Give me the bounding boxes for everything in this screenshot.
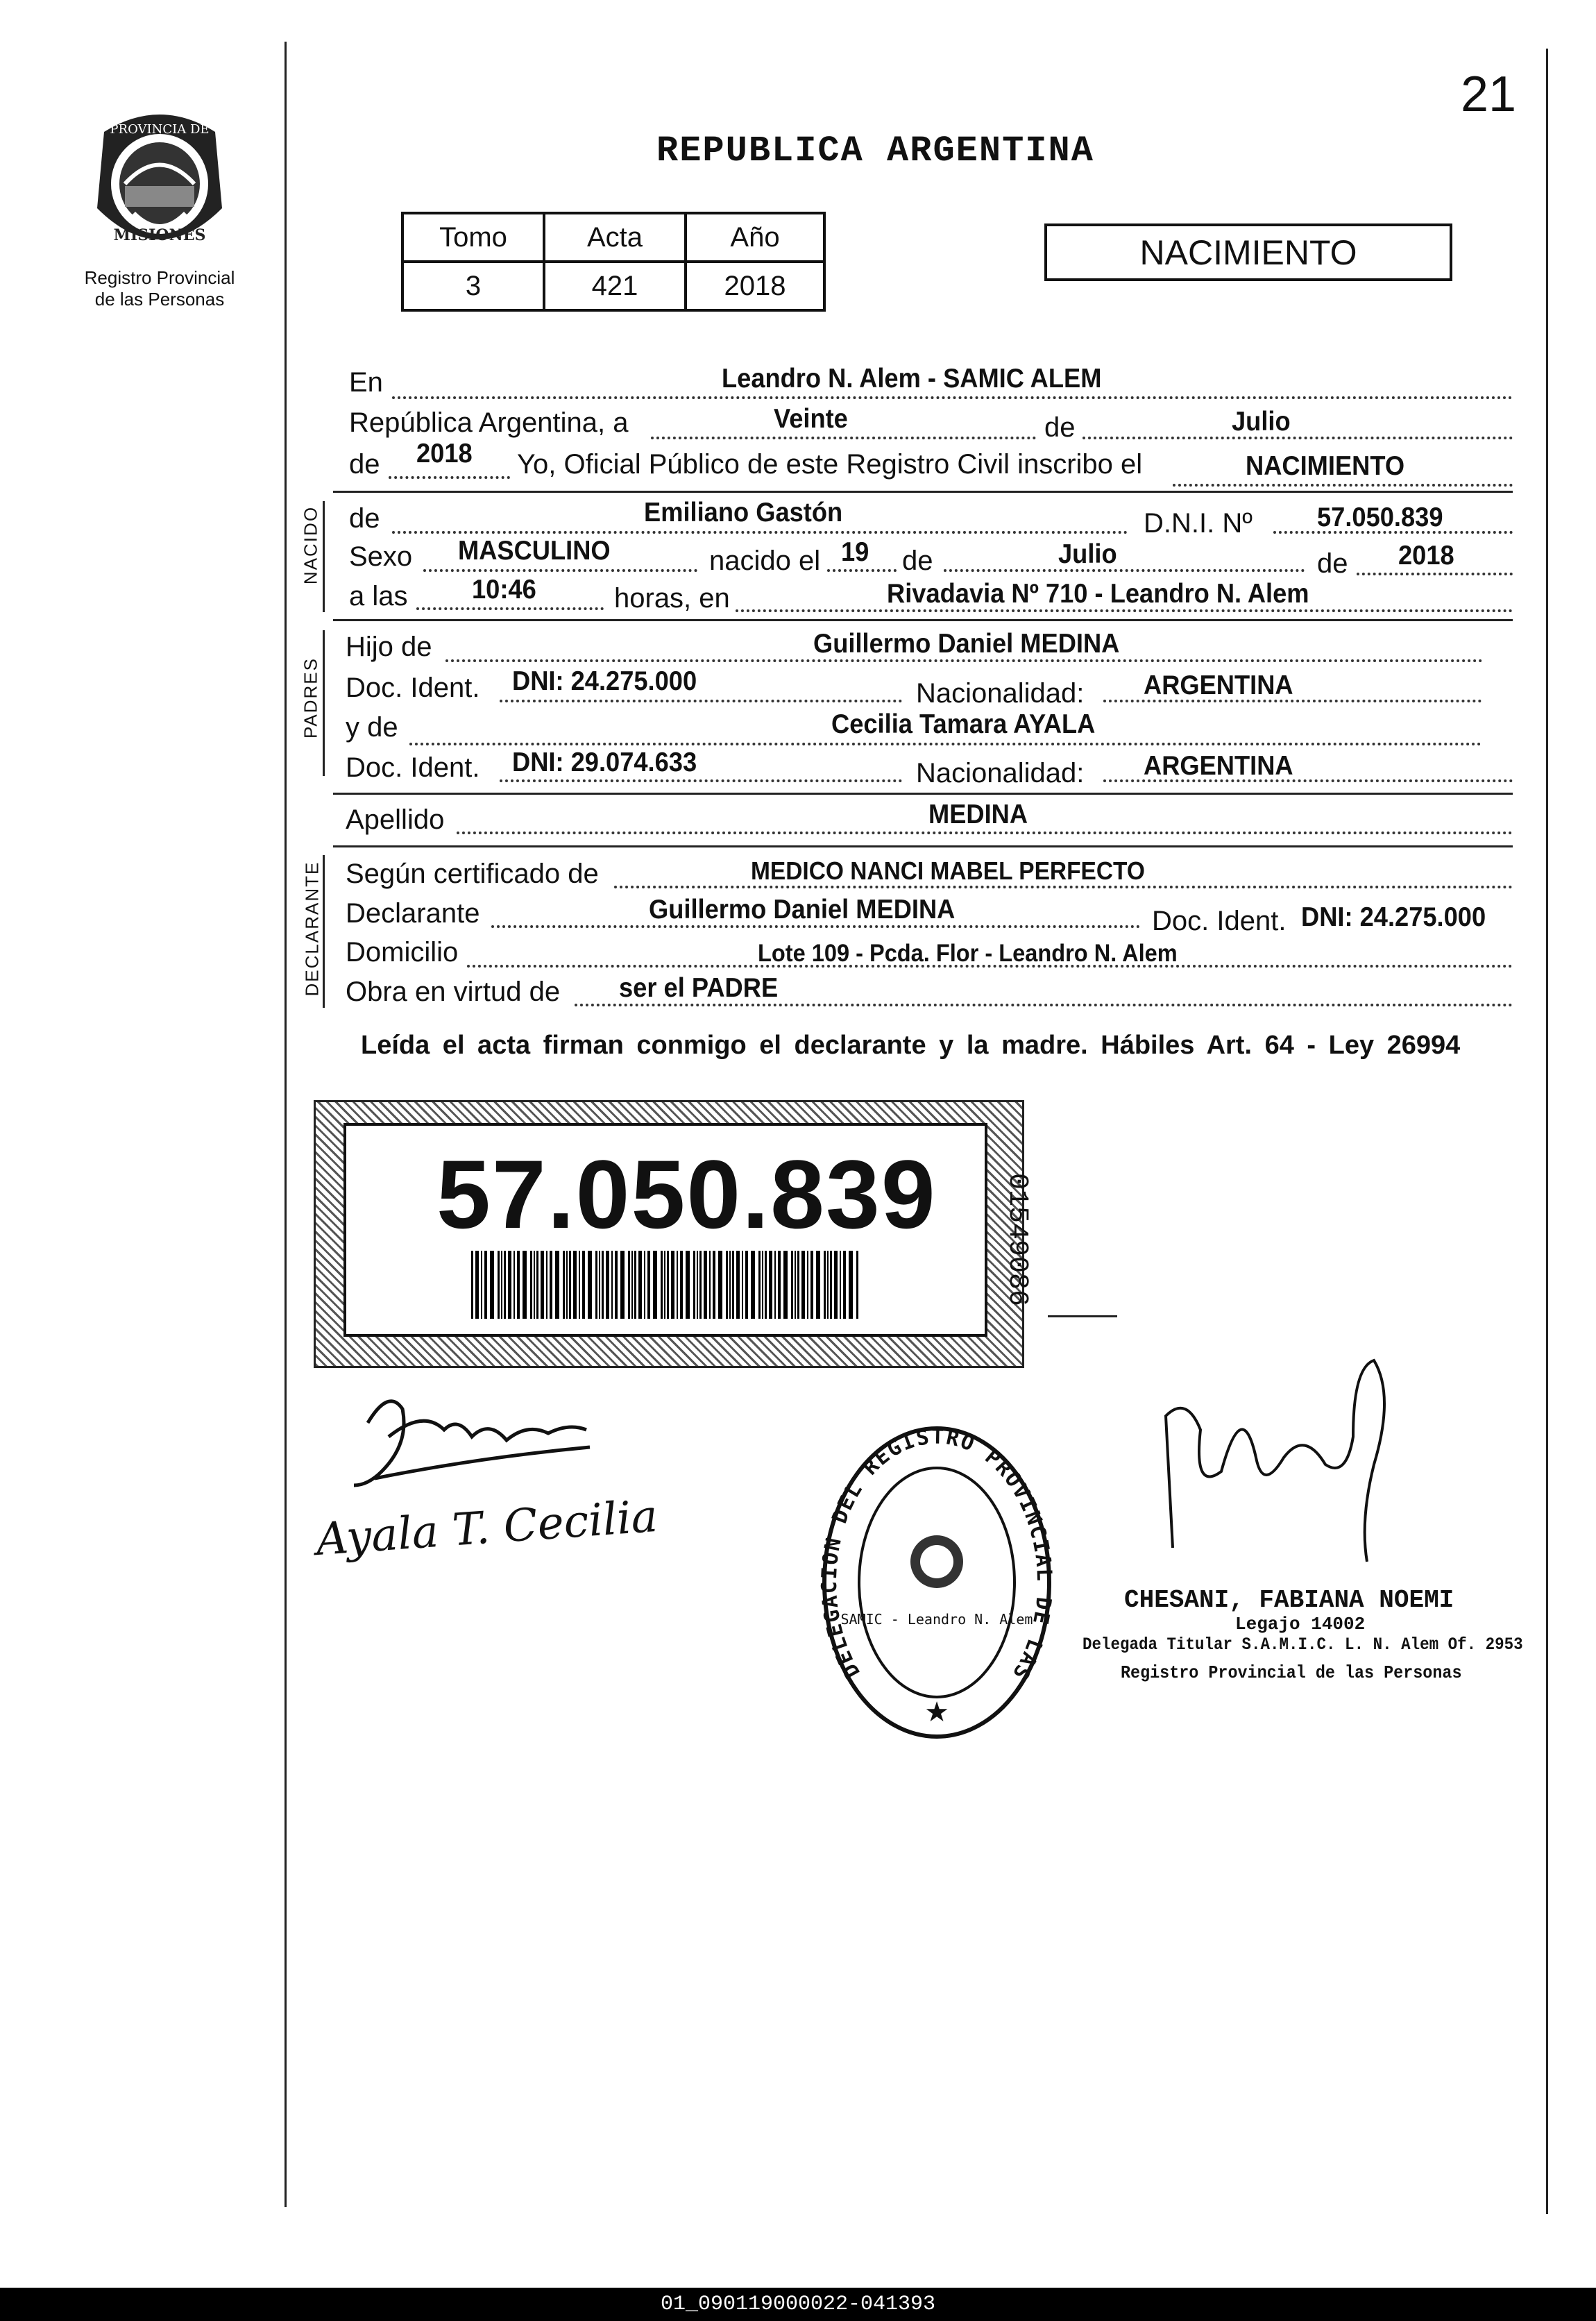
dotted-line xyxy=(651,437,1036,439)
barcode-bar xyxy=(628,1251,630,1319)
acta-header: Acta xyxy=(544,213,686,262)
tomo-header: Tomo xyxy=(402,213,544,262)
barcode-bar xyxy=(762,1251,763,1319)
madre-value: Cecilia Tamara AYALA xyxy=(831,709,1096,739)
barcode-bar xyxy=(588,1251,592,1319)
padre-nac: ARGENTINA xyxy=(1144,670,1293,700)
barcode-bar xyxy=(713,1251,715,1319)
dotted-line xyxy=(409,743,1482,745)
dotted-line xyxy=(423,569,697,572)
nacido-bracket xyxy=(323,501,325,612)
sexo-value: MASCULINO xyxy=(458,536,611,566)
barcode-bar xyxy=(471,1251,473,1319)
side-label-padres: PADRES xyxy=(300,657,321,738)
horas-en-label: horas, en xyxy=(614,583,730,614)
logo-arc-bottom: MISIONES xyxy=(113,226,206,244)
padre-value: Guillermo Daniel MEDINA xyxy=(813,629,1120,659)
barcode-bar xyxy=(810,1251,813,1319)
dotted-line xyxy=(416,607,604,610)
barcode-bar xyxy=(555,1251,559,1319)
seal-inner-text: SAMIC - Leandro N. Alem xyxy=(840,1611,1033,1628)
dotted-line xyxy=(827,569,897,572)
barcode-bar xyxy=(582,1251,585,1319)
dotted-line xyxy=(392,531,1128,534)
barcode xyxy=(471,1251,860,1319)
footer-bar xyxy=(0,2288,1596,2321)
side-label-nacido: NACIDO xyxy=(300,505,321,585)
official-legajo: Legajo 14002 xyxy=(1235,1614,1366,1635)
dotted-line xyxy=(944,569,1305,572)
barcode-bar xyxy=(856,1251,858,1319)
certificado-value: MEDICO NANCI MABEL PERFECTO xyxy=(751,856,1145,885)
official-name: CHESANI, FABIANA NOEMI xyxy=(1124,1586,1454,1614)
nacionalidad-label-2: Nacionalidad: xyxy=(916,758,1085,788)
barcode-bar xyxy=(534,1251,535,1319)
barcode-bar xyxy=(513,1251,515,1319)
apellido-value: MEDINA xyxy=(928,800,1028,829)
separator xyxy=(333,793,1513,795)
document-title: REPUBLICA ARGENTINA xyxy=(656,130,1094,171)
father-signature xyxy=(340,1381,604,1499)
dotted-line xyxy=(1357,573,1513,575)
barcode-bar xyxy=(530,1251,532,1319)
id-number: 57.050.839 xyxy=(436,1140,937,1249)
barcode-bar xyxy=(517,1251,520,1319)
barcode-bar xyxy=(742,1251,743,1319)
inscribo-label: Yo, Oficial Público de este Registro Civil inscribo el xyxy=(517,449,1143,480)
side-label-declarante: DECLARANTE xyxy=(301,861,323,997)
separator xyxy=(333,619,1513,621)
dotted-line xyxy=(1083,437,1513,439)
padres-bracket xyxy=(323,630,325,776)
nombre-value: Emiliano Gastón xyxy=(644,498,843,528)
provincial-logo xyxy=(83,104,236,264)
record-type: NACIMIENTO xyxy=(1139,233,1357,272)
barcode-bar xyxy=(661,1251,663,1319)
nacido-el-label: nacido el xyxy=(709,546,821,576)
barcode-bar xyxy=(546,1251,547,1319)
en-label: En xyxy=(349,367,383,398)
barcode-bar xyxy=(830,1251,832,1319)
barcode-bar xyxy=(620,1251,625,1319)
lugar-value: Rivadavia Nº 710 - Leandro N. Alem xyxy=(887,579,1309,609)
madre-nac: ARGENTINA xyxy=(1144,751,1293,781)
logo-caption-line1: Registro Provincial xyxy=(84,267,235,288)
nacionalidad-label: Nacionalidad: xyxy=(916,678,1085,709)
barcode-bar xyxy=(504,1251,506,1319)
barcode-bar xyxy=(634,1251,636,1319)
barcode-bar xyxy=(631,1251,633,1319)
barcode-bar xyxy=(729,1251,731,1319)
barcode-bar xyxy=(840,1251,841,1319)
birth-day: 19 xyxy=(841,537,869,567)
barcode-bar xyxy=(791,1251,793,1319)
barcode-bar xyxy=(765,1251,767,1319)
doc-ident-label-2: Doc. Ident. xyxy=(346,752,480,783)
barcode-bar xyxy=(745,1251,748,1319)
barcode-bar xyxy=(501,1251,502,1319)
hijo-label: Hijo de xyxy=(346,632,432,662)
barcode-bar xyxy=(484,1251,487,1319)
barcode-bar xyxy=(566,1251,568,1319)
vertical-code-underline xyxy=(1048,1315,1117,1317)
barcode-bar xyxy=(595,1251,597,1319)
obra-label: Obra en virtud de xyxy=(346,977,561,1007)
barcode-bar xyxy=(751,1251,755,1319)
dotted-line xyxy=(500,700,902,702)
barcode-bar xyxy=(680,1251,683,1319)
barcode-bar xyxy=(795,1251,796,1319)
barcode-bar xyxy=(579,1251,580,1319)
barcode-bar xyxy=(569,1251,571,1319)
madre-doc: DNI: 29.074.633 xyxy=(512,748,697,777)
barcode-bar xyxy=(653,1251,657,1319)
acta-value: 421 xyxy=(544,262,686,310)
dni-label: D.N.I. Nº xyxy=(1144,508,1253,539)
birth-de2-label: de xyxy=(1317,548,1348,579)
birth-month: Julio xyxy=(1058,539,1117,569)
en-value: Leandro N. Alem - SAMIC ALEM xyxy=(722,364,1102,394)
barcode-bar xyxy=(647,1251,650,1319)
barcode-bar xyxy=(602,1251,604,1319)
certificado-label: Según certificado de xyxy=(346,859,599,889)
barcode-bar xyxy=(704,1251,707,1319)
barcode-bar xyxy=(797,1251,799,1319)
record-table xyxy=(401,212,826,312)
registry-seal xyxy=(819,1423,1055,1742)
tomo-value: 3 xyxy=(402,262,544,310)
obra-value: ser el PADRE xyxy=(619,973,779,1003)
sexo-label: Sexo xyxy=(349,541,413,572)
apellido-label: Apellido xyxy=(346,804,445,835)
seal-arc-text: DELEGACION DEL REGISTRO PROVINCIAL DE LAS xyxy=(819,1424,1055,1685)
barcode-bar xyxy=(816,1251,820,1319)
barcode-bar xyxy=(638,1251,642,1319)
barcode-bar xyxy=(498,1251,500,1319)
barcode-bar xyxy=(671,1251,674,1319)
vertical-code: 01549086 xyxy=(1001,1173,1033,1307)
barcode-bar xyxy=(541,1251,544,1319)
right-margin-line xyxy=(1546,49,1548,2214)
year-prefix: de xyxy=(349,449,380,480)
legal-text: Leída el acta firman conmigo el declarante y la madre. Hábiles Art. 64 - Ley 26994 xyxy=(361,1031,1461,1060)
barcode-bar xyxy=(667,1251,669,1319)
separator xyxy=(333,491,1513,493)
official-title: Delegada Titular S.A.M.I.C. L. N. Alem Of. 2953 xyxy=(1083,1635,1523,1655)
barcode-bar xyxy=(699,1251,702,1319)
barcode-bar xyxy=(508,1251,511,1319)
hora-value: 10:46 xyxy=(472,575,536,605)
barcode-bar xyxy=(599,1251,600,1319)
official-signature xyxy=(1145,1353,1402,1569)
barcode-bar xyxy=(709,1251,711,1319)
month-de-label: de xyxy=(1044,412,1076,443)
barcode-bar xyxy=(697,1251,698,1319)
dotted-line xyxy=(389,476,510,479)
barcode-bar xyxy=(834,1251,838,1319)
nacido-de-label: de xyxy=(349,503,380,534)
barcode-bar xyxy=(606,1251,609,1319)
birth-year: 2018 xyxy=(1398,541,1454,571)
dotted-line xyxy=(392,396,1513,399)
barcode-bar xyxy=(490,1251,494,1319)
barcode-bar xyxy=(849,1251,853,1319)
barcode-bar xyxy=(664,1251,665,1319)
month-value: Julio xyxy=(1232,407,1291,437)
birth-de-label: de xyxy=(902,546,933,576)
dotted-line xyxy=(1173,484,1513,487)
barcode-bar xyxy=(573,1251,577,1319)
anio-value: 2018 xyxy=(686,262,824,310)
id-stamp-inner xyxy=(343,1123,987,1337)
barcode-bar xyxy=(827,1251,829,1319)
barcode-bar xyxy=(778,1251,781,1319)
separator xyxy=(333,845,1513,847)
domicilio-value: Lote 109 - Pcda. Flor - Leandro N. Alem xyxy=(758,940,1178,967)
logo-caption xyxy=(66,267,253,310)
left-margin-line xyxy=(285,42,287,2207)
barcode-bar xyxy=(774,1251,776,1319)
barcode-bar xyxy=(536,1251,538,1319)
padre-doc: DNI: 24.275.000 xyxy=(512,666,697,696)
decl-doc-label: Doc. Ident. xyxy=(1152,906,1287,936)
official-org: Registro Provincial de las Personas xyxy=(1121,1662,1462,1683)
footer-code: 01_090119000022-041393 xyxy=(660,2293,936,2316)
dotted-line xyxy=(457,832,1513,834)
barcode-bar xyxy=(523,1251,527,1319)
declarante-bracket xyxy=(323,855,325,1008)
barcode-bar xyxy=(686,1251,690,1319)
y-de-label: y de xyxy=(346,712,398,743)
domicilio-label: Domicilio xyxy=(346,937,459,968)
decl-doc-value: DNI: 24.275.000 xyxy=(1301,902,1486,932)
day-value: Veinte xyxy=(774,404,848,434)
record-type-box xyxy=(1044,223,1452,281)
page-number: 21 xyxy=(1461,67,1517,122)
barcode-bar xyxy=(736,1251,740,1319)
barcode-bar xyxy=(475,1251,479,1319)
inscribo-value: NACIMIENTO xyxy=(1246,451,1405,481)
barcode-bar xyxy=(718,1251,722,1319)
barcode-bar xyxy=(783,1251,788,1319)
barcode-bar xyxy=(732,1251,734,1319)
barcode-bar xyxy=(481,1251,482,1319)
barcode-bar xyxy=(758,1251,761,1319)
declarante-value: Guillermo Daniel MEDINA xyxy=(649,895,956,925)
anio-header: Año xyxy=(686,213,824,262)
barcode-bar xyxy=(550,1251,552,1319)
svg-text:★: ★ xyxy=(924,1697,949,1728)
a-las-label: a las xyxy=(349,581,408,611)
barcode-bar xyxy=(611,1251,613,1319)
mother-signature: Ayala T. Cecilia xyxy=(314,1490,660,1567)
logo-arc-top: PROVINCIA DE xyxy=(110,122,210,137)
barcode-bar xyxy=(677,1251,678,1319)
barcode-bar xyxy=(843,1251,846,1319)
barcode-bar xyxy=(807,1251,808,1319)
logo-caption-line2: de las Personas xyxy=(94,289,225,310)
barcode-bar xyxy=(693,1251,695,1319)
barcode-bar xyxy=(801,1251,805,1319)
id-stamp xyxy=(314,1100,1024,1368)
barcode-bar xyxy=(563,1251,565,1319)
barcode-bar xyxy=(615,1251,618,1319)
republica-label: República Argentina, a xyxy=(349,407,629,438)
doc-ident-label: Doc. Ident. xyxy=(346,673,480,703)
barcode-bar xyxy=(769,1251,772,1319)
barcode-bar xyxy=(644,1251,645,1319)
year-value: 2018 xyxy=(416,439,473,469)
dni-value: 57.050.839 xyxy=(1317,503,1443,532)
barcode-bar xyxy=(726,1251,728,1319)
barcode-bar xyxy=(824,1251,826,1319)
declarante-label: Declarante xyxy=(346,898,480,929)
dotted-line xyxy=(500,779,902,782)
